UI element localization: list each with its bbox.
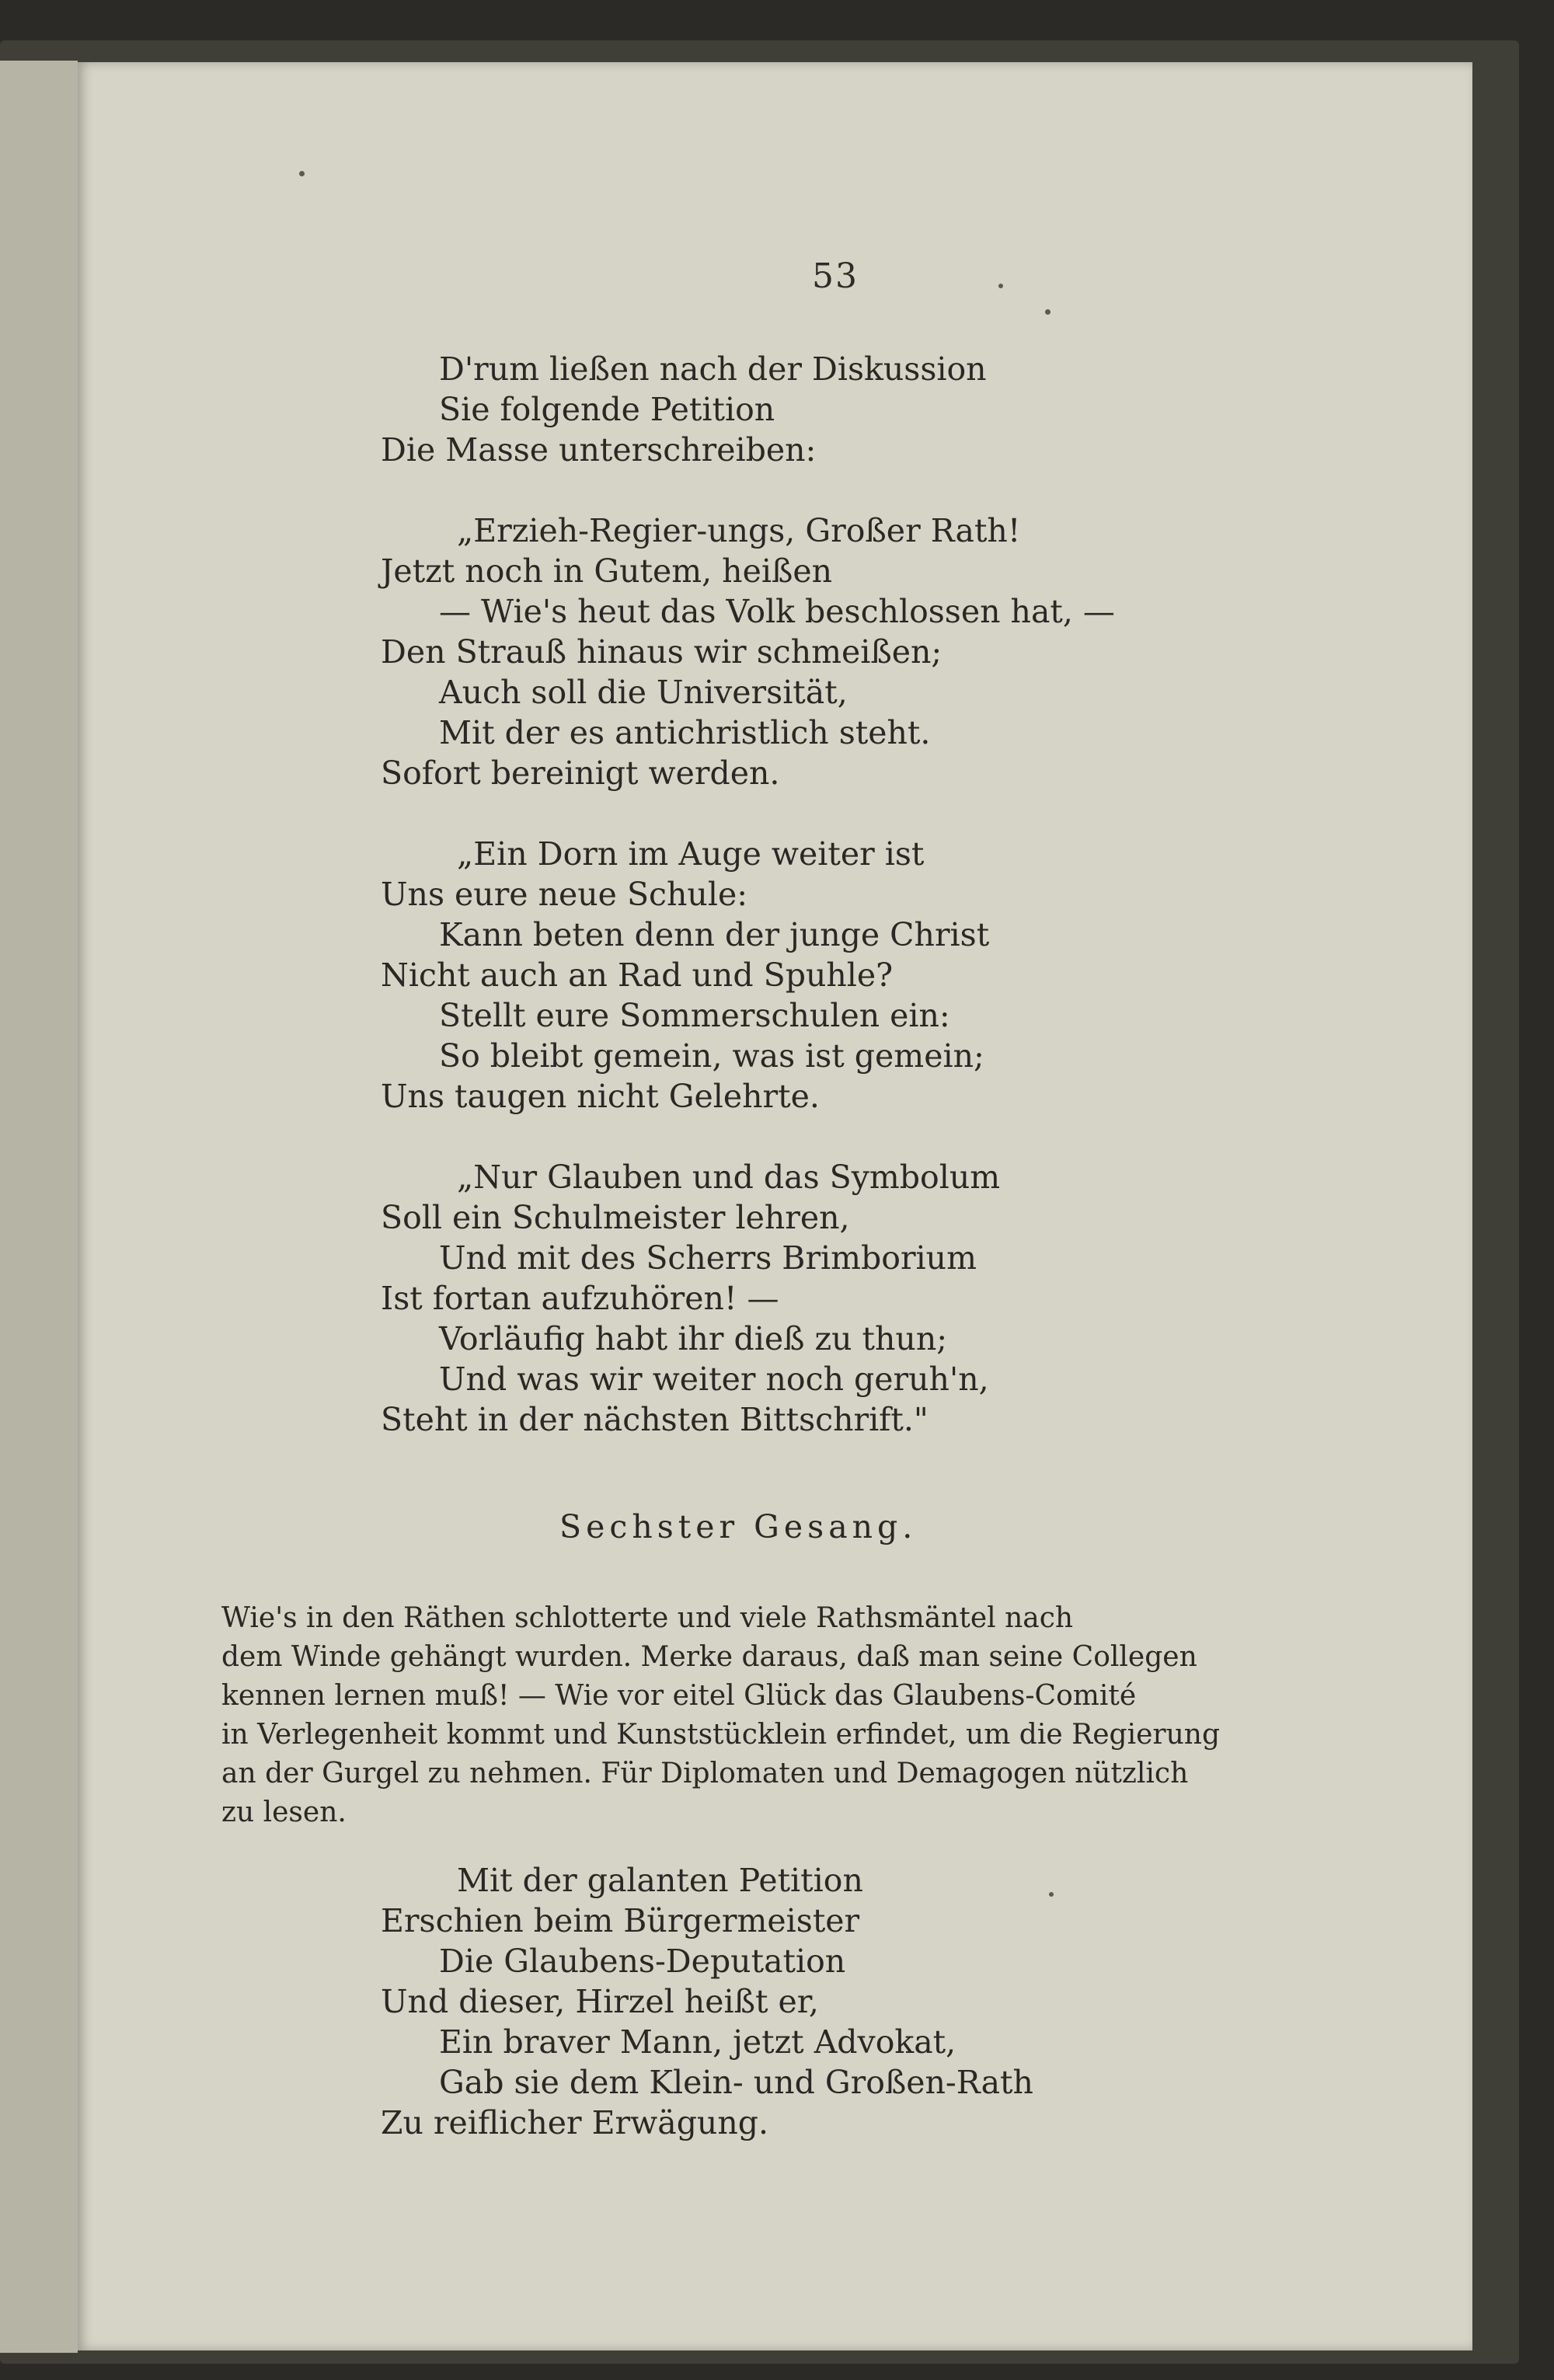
poem-2-line: Jetzt noch in Gutem, heißen <box>381 552 833 590</box>
poem-1-line: Die Masse unterschreiben: <box>381 431 817 469</box>
prose-line: Wie's in den Räthen schlotterte und viele Rathsmäntel nach <box>221 1602 1074 1634</box>
poem-4-line: „Nur Glauben und das Symbolum <box>457 1159 1001 1196</box>
paper-speck <box>1045 309 1051 315</box>
poem-2-line: „Erzieh-Regier-ungs, Großer Rath! <box>457 512 1021 549</box>
prose-line: dem Winde gehängt wurden. Merke daraus, daß man seine Collegen <box>221 1641 1197 1673</box>
poem-4-line: Ist fortan aufzuhören! — <box>381 1280 779 1317</box>
poem-5-line: Die Glaubens-Deputation <box>439 1943 846 1980</box>
poem-4-line: Vorläufig habt ihr dieß zu thun; <box>439 1320 948 1357</box>
poem-5-line: Und dieser, Hirzel heißt er, <box>381 1983 819 2020</box>
poem-1-line: Sie folgende Petition <box>439 391 775 428</box>
prose-line: in Verlegenheit kommt und Kunststücklein erfindet, um die Regierung <box>221 1719 1221 1751</box>
poem-5-line: Erschien beim Bürgermeister <box>381 1902 860 1939</box>
poem-3-line: Uns eure neue Schule: <box>381 876 748 913</box>
poem-5-line: Gab sie dem Klein- und Großen-Rath <box>439 2064 1033 2101</box>
left-page-edge <box>0 61 78 2353</box>
prose-line: zu lesen. <box>221 1796 347 1828</box>
section-heading: Sechster Gesang. <box>559 1508 918 1545</box>
book-page <box>78 62 1472 2350</box>
paper-speck <box>299 171 305 176</box>
poem-3-line: Uns taugen nicht Gelehrte. <box>381 1078 820 1115</box>
poem-2-line: Sofort bereinigt werden. <box>381 754 780 792</box>
poem-4-line: Und was wir weiter noch geruh'n, <box>439 1361 989 1398</box>
paper-speck <box>998 284 1003 288</box>
prose-line: an der Gurgel zu nehmen. Für Diplomaten und Demagogen nützlich <box>221 1758 1189 1789</box>
poem-2-line: Den Strauß hinaus wir schmeißen; <box>381 633 943 671</box>
poem-3-line: Kann beten denn der junge Christ <box>439 916 990 953</box>
poem-2-line: Auch soll die Universität, <box>439 674 848 711</box>
poem-3-line: „Ein Dorn im Auge weiter ist <box>457 835 925 873</box>
poem-4-line: Und mit des Scherrs Brimborium <box>439 1239 977 1277</box>
poem-2-line: — Wie's heut das Volk beschlossen hat, — <box>439 593 1115 630</box>
poem-5-line: Mit der galanten Petition <box>457 1862 863 1899</box>
poem-5-line: Ein braver Mann, jetzt Advokat, <box>439 2023 956 2061</box>
poem-3-line: Nicht auch an Rad und Spuhle? <box>381 957 894 994</box>
poem-5-line: Zu reiflicher Erwägung. <box>381 2104 769 2141</box>
poem-3-line: So bleibt gemein, was ist gemein; <box>439 1037 984 1075</box>
paper-speck <box>1049 1892 1054 1897</box>
poem-2-line: Mit der es antichristlich steht. <box>439 714 931 751</box>
poem-3-line: Stellt eure Sommerschulen ein: <box>439 997 950 1034</box>
page-number: 53 <box>812 256 859 296</box>
poem-4-line: Soll ein Schulmeister lehren, <box>381 1199 850 1236</box>
prose-line: kennen lernen muß! — Wie vor eitel Glück das Glaubens-Comité <box>221 1680 1137 1712</box>
poem-4-line: Steht in der nächsten Bittschrift." <box>381 1401 929 1438</box>
poem-1-line: D'rum ließen nach der Diskussion <box>439 350 987 388</box>
